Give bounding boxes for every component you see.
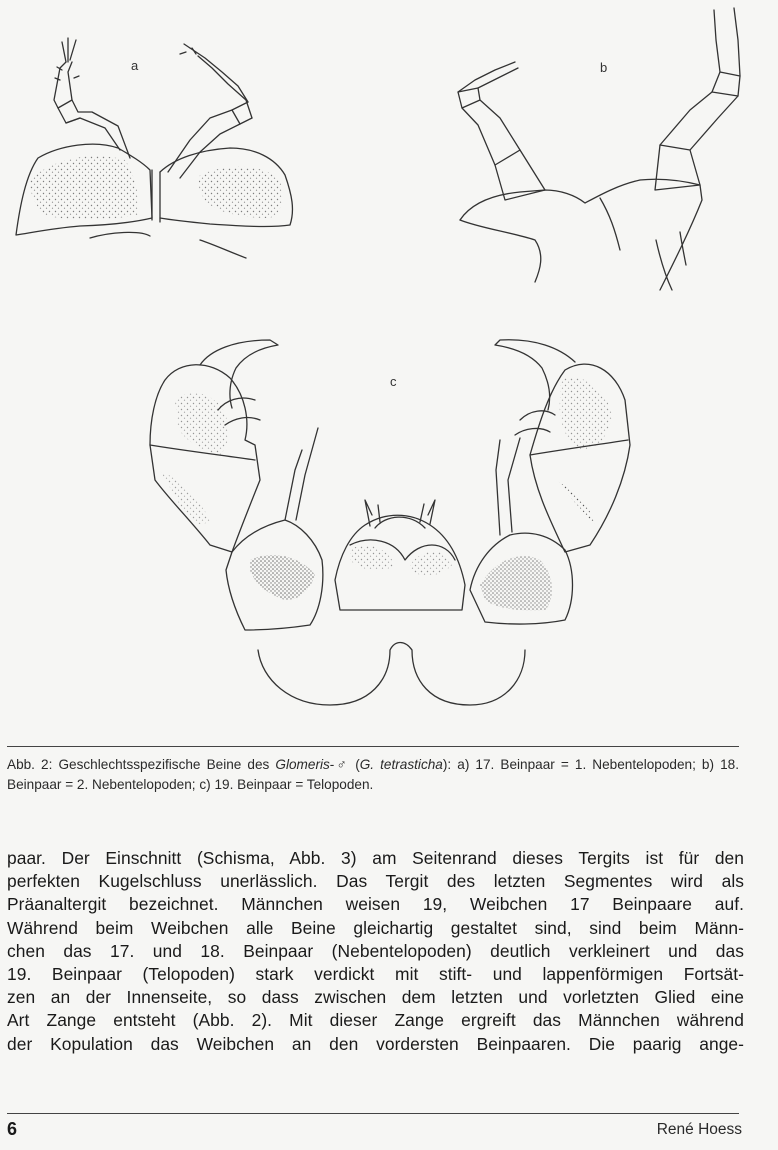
author-name: René Hoess (656, 1121, 742, 1138)
caption-rest: : a) 17. Beinpaar = 1. Nebentelopoden; b) 18. Beinpaar = 2. Nebentelopoden; c) 19. Beinpaar = Telopoden. (7, 757, 739, 792)
figure-label-a: a (131, 58, 139, 73)
body-line: Während beim Weibchen alle Beine gleichartig gestaltet sind, sind beim Männ- (7, 917, 744, 938)
caption-paren-close: ) (442, 757, 448, 772)
caption-prefix: Abb. 2: Geschlechtsspezifische Beine des (7, 757, 276, 772)
figure-label-c: c (390, 374, 397, 389)
footer-rule (7, 1113, 739, 1114)
body-line: paar. Der Einschnitt (Schisma, Abb. 3) am Seitenrand dieses Tergits ist für den (7, 848, 744, 868)
drawing-c (150, 340, 630, 705)
body-line: der Kopulation das Weibchen an den vordersten Beinpaaren. Die paarig ange- (7, 1033, 744, 1054)
body-line: chen das 17. und 18. Beinpaar (Nebentelopoden) deutlich verkleinert und das (7, 940, 744, 961)
figure-label-b: b (600, 60, 608, 75)
body-line: perfekten Kugelschluss unerlässlich. Das Tergit des letzten Segmentes wird als (7, 871, 744, 892)
body-line: 19. Beinpaar (Telopoden) stark verdickt mit stift- und lappenförmigen Fortsät- (7, 964, 744, 985)
drawing-b (458, 8, 740, 290)
body-line: Art Zange entsteht (Abb. 2). Mit dieser Zange ergreift das Männchen während (7, 1010, 744, 1031)
caption-paren-open: ( (349, 757, 360, 772)
body-line: zen an der Innenseite, so dass zwischen dem letzten und vorletzten Glied eine (7, 987, 744, 1008)
figure-caption (7, 755, 739, 795)
page-number: 6 (7, 1119, 18, 1139)
caption-male-symbol: -♂ (329, 757, 350, 772)
body-line: Präanaltergit bezeichnet. Männchen weisen 19, Weibchen 17 Beinpaare auf. (7, 894, 744, 915)
body-paragraph (7, 847, 744, 1056)
drawing-a (16, 38, 292, 258)
caption-genus: Glomeris (275, 757, 330, 772)
caption-species: G. tetrasticha (359, 757, 443, 772)
caption-rule (7, 746, 739, 747)
